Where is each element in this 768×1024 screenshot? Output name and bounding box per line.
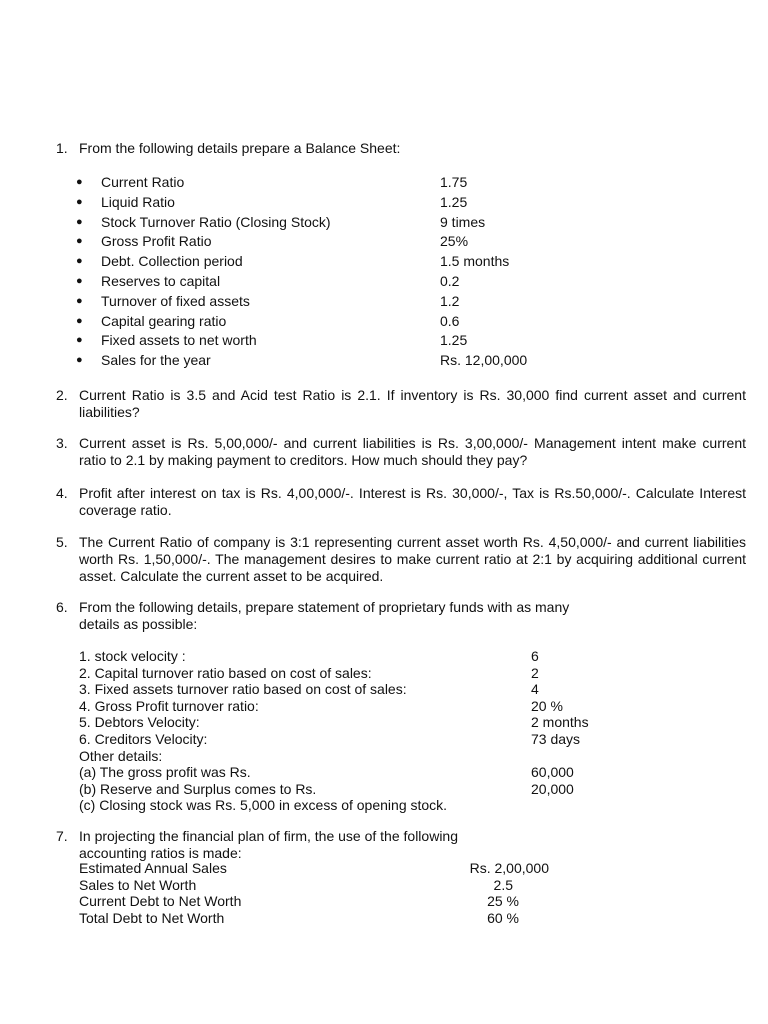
ratio-label: Capital gearing ratio	[101, 312, 227, 329]
question-number: 7.	[56, 828, 68, 844]
question-5	[56, 534, 746, 585]
question-7	[56, 828, 526, 862]
detail-value: 4	[531, 681, 539, 698]
question-number: 2.	[56, 387, 68, 403]
ratio-label: Reserves to capital	[101, 272, 221, 289]
detail-value: 6	[531, 648, 539, 664]
question-number: 1.	[56, 140, 68, 156]
detail-label: 4. Gross Profit turnover ratio:	[79, 697, 259, 714]
ratio-value: 2.5	[493, 876, 513, 893]
ratio-label: Liquid Ratio	[101, 193, 175, 210]
bullet-icon: ●	[76, 274, 83, 287]
ratio-value: 1.2	[440, 292, 460, 309]
question-3	[56, 435, 746, 469]
detail-value: 2 months	[531, 714, 589, 731]
question-number: 5.	[56, 534, 68, 550]
question-6	[56, 599, 576, 633]
list-item	[76, 173, 576, 193]
list-item	[79, 764, 639, 781]
list-item	[76, 312, 576, 332]
list-item	[76, 351, 576, 371]
list-item	[79, 648, 639, 665]
detail-label: (c) Closing stock was Rs. 5,000 in excess of opening stock.	[79, 797, 448, 814]
bullet-icon: ●	[76, 215, 83, 228]
question-text: Current asset is Rs. 5,00,000/- and current liabilities is Rs. 3,00,000/- Management intent make current ratio to 2.1 by making payment to creditors. How much should they pay?	[79, 435, 746, 468]
q1-bullet-list	[76, 173, 576, 371]
question-text: The Current Ratio of company is 3:1 representing current asset worth Rs. 4,50,000/- and current liabilities worth Rs. 1,50,000/-. The management desires to make current ratio at 2:1 by acquiring additional current asset. Calculate the current asset to be acquired.	[79, 534, 746, 584]
detail-label: Other details:	[79, 747, 163, 764]
ratio-label: Fixed assets to net worth	[101, 332, 257, 349]
question-text: From the following details, prepare statement of proprietary funds with as many details as possible:	[79, 599, 570, 632]
question-text: From the following details prepare a Balance Sheet:	[79, 140, 401, 156]
q7-ratios-list	[79, 860, 549, 926]
ratio-value: Rs. 2,00,000	[469, 860, 549, 876]
ratio-value: 1.25	[440, 332, 468, 349]
question-text: Profit after interest on tax is Rs. 4,00,000/-. Interest is Rs. 30,000/-, Tax is Rs.50,000/-. Calculate Interest coverage ratio.	[79, 485, 746, 518]
question-2	[56, 387, 746, 421]
ratio-label: Stock Turnover Ratio (Closing Stock)	[101, 213, 331, 230]
ratio-label: Current Ratio	[101, 174, 185, 190]
list-item	[79, 731, 639, 748]
list-item	[76, 213, 576, 233]
ratio-label: Estimated Annual Sales	[79, 860, 227, 876]
list-item	[79, 681, 639, 698]
question-text: Current Ratio is 3.5 and Acid test Ratio is 2.1. If inventory is Rs. 30,000 find current asset and current liabilities?	[79, 387, 746, 420]
ratio-value: 1.75	[440, 174, 468, 190]
q6-details-list	[79, 648, 639, 814]
list-item	[79, 797, 639, 814]
ratio-value: 25 %	[487, 893, 519, 909]
list-item	[79, 748, 639, 765]
list-item	[76, 331, 576, 351]
list-item	[79, 877, 549, 894]
ratio-label: Debt. Collection period	[101, 253, 243, 270]
detail-label: (a) The gross profit was Rs.	[79, 764, 251, 781]
bullet-icon: ●	[76, 176, 83, 188]
ratio-value: 1.5 months	[440, 253, 510, 270]
ratio-value: 60 %	[487, 909, 519, 926]
bullet-icon: ●	[76, 294, 83, 307]
question-number: 3.	[56, 435, 68, 451]
list-item	[76, 252, 576, 272]
list-item	[76, 292, 576, 312]
question-number: 6.	[56, 599, 68, 615]
detail-label: 3. Fixed assets turnover ratio based on cost of sales:	[79, 681, 407, 698]
ratio-label: Current Debt to Net Worth	[79, 893, 242, 909]
ratio-value: Rs. 12,00,000	[440, 352, 528, 369]
list-item	[79, 698, 639, 715]
list-item	[76, 193, 576, 213]
detail-label: 5. Debtors Velocity:	[79, 714, 200, 731]
ratio-value: 0.2	[440, 272, 460, 289]
bullet-icon: ●	[76, 334, 83, 347]
detail-value: 60,000	[531, 764, 574, 781]
ratio-label: Sales for the year	[101, 352, 211, 369]
detail-label: 2. Capital turnover ratio based on cost of sales:	[79, 664, 372, 681]
list-item	[79, 781, 639, 798]
bullet-icon: ●	[76, 314, 83, 327]
list-item	[79, 893, 549, 910]
question-4	[56, 485, 746, 519]
detail-value: 73 days	[531, 730, 581, 747]
ratio-value: 1.25	[440, 193, 468, 210]
question-1	[56, 140, 746, 157]
ratio-label: Total Debt to Net Worth	[79, 909, 225, 926]
question-text: In projecting the financial plan of firm, the use of the following accounting ratios is made:	[79, 828, 458, 861]
bullet-icon: ●	[76, 354, 83, 367]
ratio-value: 9 times	[440, 213, 486, 230]
ratio-label: Turnover of fixed assets	[101, 292, 250, 309]
detail-value: 20,000	[531, 780, 574, 797]
detail-label: 1. stock velocity :	[79, 648, 186, 664]
ratio-label: Sales to Net Worth	[79, 876, 197, 893]
question-number: 4.	[56, 485, 68, 501]
list-item	[79, 714, 639, 731]
detail-label: (b) Reserve and Surplus comes to Rs.	[79, 780, 317, 797]
detail-label: 6. Creditors Velocity:	[79, 730, 208, 747]
list-item	[79, 860, 549, 877]
detail-value: 20 %	[531, 697, 563, 714]
ratio-label: Gross Profit Ratio	[101, 233, 212, 250]
list-item	[79, 910, 549, 927]
bullet-icon: ●	[76, 235, 83, 248]
list-item	[79, 665, 639, 682]
bullet-icon: ●	[76, 195, 83, 208]
detail-value: 2	[531, 664, 539, 681]
ratio-value: 0.6	[440, 312, 460, 329]
ratio-value: 25%	[440, 233, 469, 250]
bullet-icon: ●	[76, 255, 83, 268]
list-item	[76, 232, 576, 252]
list-item	[76, 272, 576, 292]
